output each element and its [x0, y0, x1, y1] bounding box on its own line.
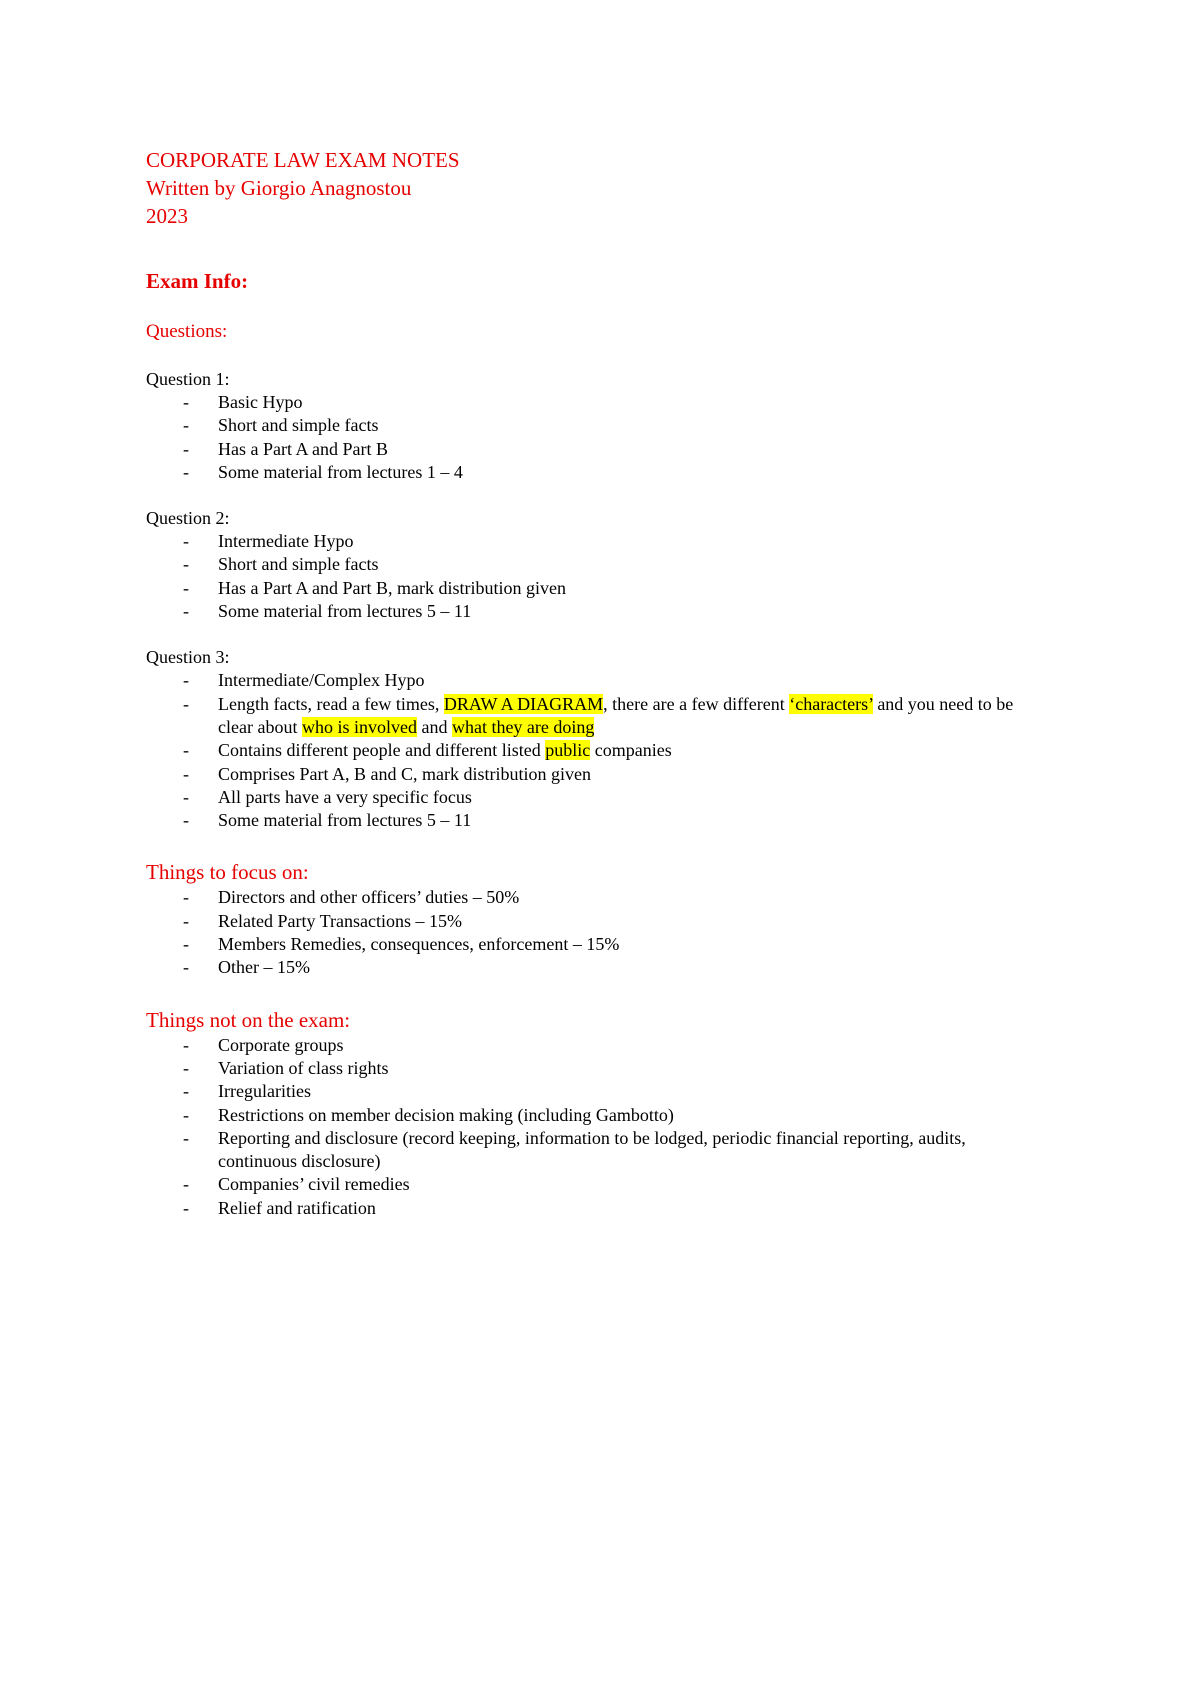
highlight-draw-diagram: DRAW A DIAGRAM	[443, 693, 604, 714]
list-item: - Relief and ratification	[183, 1197, 376, 1218]
list-item: - Basic Hypo	[183, 392, 303, 412]
focus-list	[146, 886, 1046, 979]
question-3-heading: Question 3:	[146, 647, 230, 668]
list-item: - Related Party Transactions – 15%	[183, 910, 462, 931]
list-item: - Contains different people and different listed public companies	[183, 740, 672, 761]
document-title: CORPORATE LAW EXAM NOTES	[146, 148, 460, 172]
highlight-who-is-involved: who is involved	[301, 716, 417, 737]
list-item: - Some material from lectures 5 – 11	[183, 810, 472, 831]
question-2-heading: Question 2:	[146, 508, 230, 529]
question-2-list	[146, 530, 1046, 623]
list-item: - Length facts, read a few times, DRAW A DIAGRAM, there are a few different ‘characters’ and you need to be clear about who is involved and what they are doing	[183, 693, 1014, 737]
document-year: 2023	[146, 204, 188, 228]
questions-heading: Questions:	[146, 321, 228, 342]
list-item: - Companies’ civil remedies	[183, 1174, 410, 1195]
list-item: - Directors and other officers’ duties – 50%	[183, 887, 520, 908]
list-item: - Intermediate Hypo	[183, 531, 354, 552]
list-item: - Restrictions on member decision making (including Gambotto)	[183, 1104, 674, 1125]
question-3-list	[146, 669, 1046, 832]
list-item: - Other – 15%	[183, 957, 310, 978]
document-content	[146, 146, 1046, 1220]
list-item: - Corporate groups	[183, 1034, 344, 1055]
list-item: - Some material from lectures 5 – 11	[183, 601, 472, 622]
highlight-public: public	[545, 740, 591, 761]
list-item: - Variation of class rights	[183, 1057, 389, 1078]
document-author: Written by Giorgio Anagnostou	[146, 176, 412, 200]
list-item: - Has a Part A and Part B	[183, 438, 388, 459]
highlight-characters: ‘characters’	[789, 693, 873, 714]
highlight-what-they-are-doing: what they are doing	[451, 716, 595, 737]
question-1-list	[146, 391, 1046, 484]
question-1-heading: Question 1:	[146, 369, 230, 389]
not-on-exam-list	[146, 1034, 1046, 1220]
not-on-exam-heading: Things not on the exam:	[146, 1007, 351, 1032]
list-item: - Reporting and disclosure (record keeping, information to be lodged, periodic financial reporting, audits, continuous disclosure)	[183, 1127, 966, 1172]
exam-info-heading: Exam Info:	[146, 269, 249, 293]
list-item: - Irregularities	[183, 1081, 311, 1102]
list-item: - Comprises Part A, B and C, mark distribution given	[183, 763, 591, 784]
list-item: - Some material from lectures 1 – 4	[183, 461, 463, 482]
list-item: - Intermediate/Complex Hypo	[183, 670, 425, 691]
focus-heading: Things to focus on:	[146, 860, 309, 885]
list-item: - Short and simple facts	[183, 415, 379, 436]
list-item: - Short and simple facts	[183, 554, 379, 575]
list-item: - Has a Part A and Part B, mark distribution given	[183, 577, 566, 598]
list-item: - All parts have a very specific focus	[183, 786, 472, 807]
list-item: - Members Remedies, consequences, enforcement – 15%	[183, 934, 620, 955]
